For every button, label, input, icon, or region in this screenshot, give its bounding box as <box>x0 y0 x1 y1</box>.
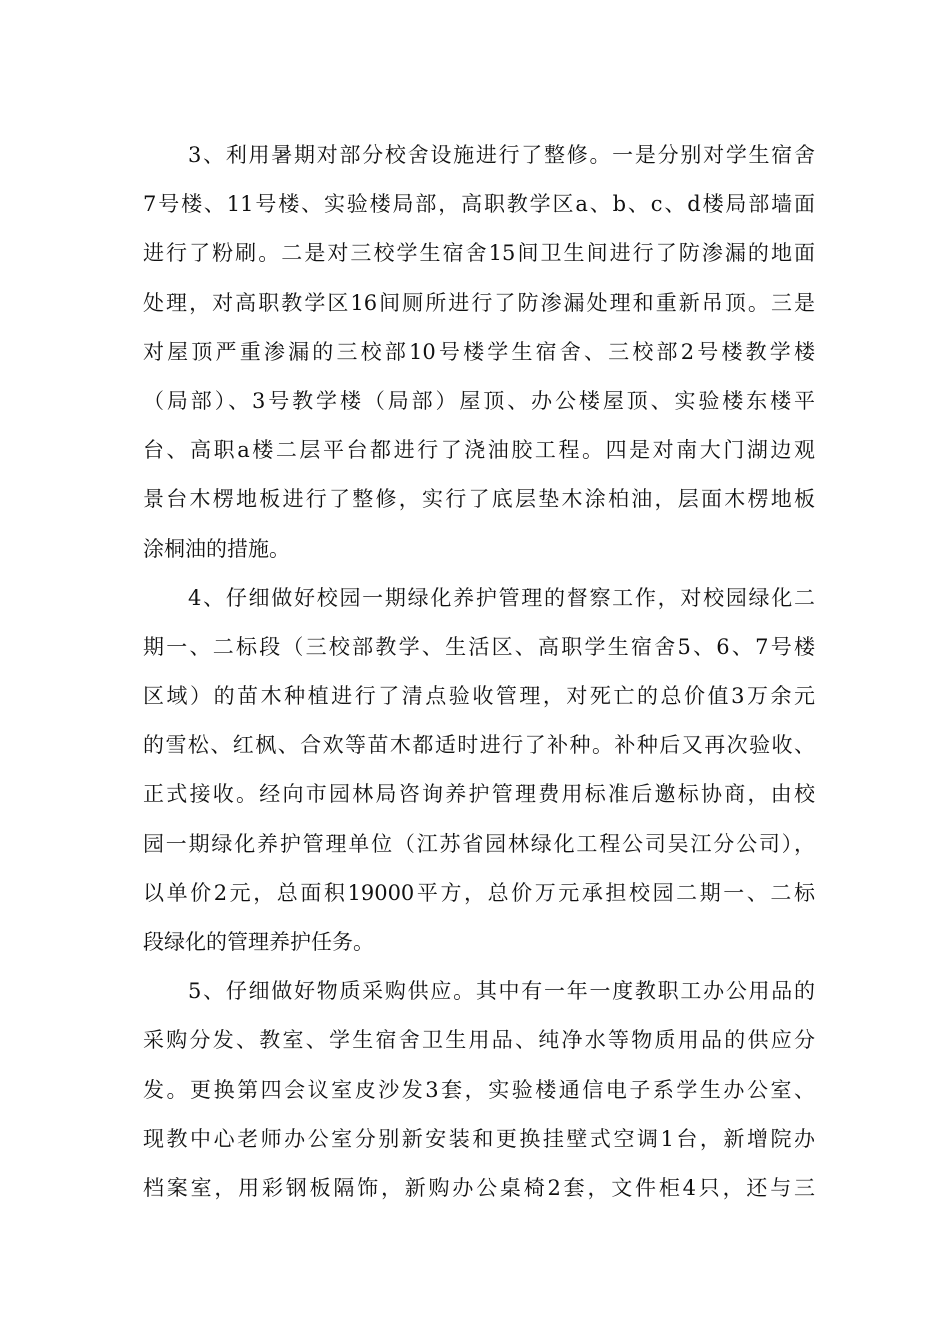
paragraph-5 <box>143 967 815 1213</box>
text-line: 以单价2元，总面积19000平方，总价万元承担校园二期一、二标 <box>143 880 815 905</box>
text-line: 期一、二标段（三校部教学、生活区、高职学生宿舍5、6、7号楼 <box>143 634 815 659</box>
text-line: 4、仔细做好校园一期绿化养护管理的督察工作，对校园绿化二 <box>188 585 815 610</box>
text-line: 台、高职a楼二层平台都进行了浇油胶工程。四是对南大门湖边观 <box>143 438 815 463</box>
text-line: 景台木楞地板进行了整修，实行了底层垫木涂柏油，层面木楞地板 <box>143 487 815 512</box>
text-line: 涂桐油的措施。 <box>143 536 290 561</box>
text-line: 的雪松、红枫、合欢等苗木都适时进行了补种。补种后又再次验收、 <box>143 733 815 758</box>
text-line: 7号楼、11号楼、实验楼局部，高职教学区a、b、c、d楼局部墙面 <box>143 192 815 217</box>
text-line: 园一期绿化养护管理单位（江苏省园林绿化工程公司吴江分公司）， <box>143 831 815 856</box>
text-line: 对屋顶严重渗漏的三校部10号楼学生宿舍、三校部2号楼教学楼 <box>143 339 815 364</box>
text-line: 现教中心老师办公室分别新安装和更换挂壁式空调1台，新增院办 <box>143 1126 815 1151</box>
text-line: 采购分发、教室、学生宿舍卫生用品、纯净水等物质用品的供应分 <box>143 1028 815 1053</box>
text-line: 处理，对高职教学区16间厕所进行了防渗漏处理和重新吊顶。三是 <box>143 290 815 315</box>
text-line: 区域）的苗木种植进行了清点验收管理，对死亡的总价值3万余元 <box>143 684 815 709</box>
text-line: 正式接收。经向市园林局咨询养护管理费用标准后邀标协商，由校 <box>143 782 815 807</box>
text-line: 段绿化的管理养护任务。 <box>143 930 374 954</box>
text-line: 进行了粉刷。二是对三校学生宿舍15间卫生间进行了防渗漏的地面 <box>143 241 815 266</box>
text-line: 档案室，用彩钢板隔饰，新购办公桌椅2套，文件柜4只，还与三 <box>143 1175 815 1200</box>
paragraph-4 <box>143 574 815 968</box>
paragraph-3 <box>143 131 815 574</box>
text-line: 发。更换第四会议室皮沙发3套，实验楼通信电子系学生办公室、 <box>143 1077 815 1102</box>
text-line: 5、仔细做好物质采购供应。其中有一年一度教职工办公用品的 <box>188 979 815 1004</box>
document-body <box>143 131 815 1213</box>
text-line: （局部）、3号教学楼（局部）屋顶、办公楼屋顶、实验楼东楼平 <box>143 388 815 413</box>
text-line: 3、利用暑期对部分校舍设施进行了整修。一是分别对学生宿舍 <box>188 143 815 167</box>
